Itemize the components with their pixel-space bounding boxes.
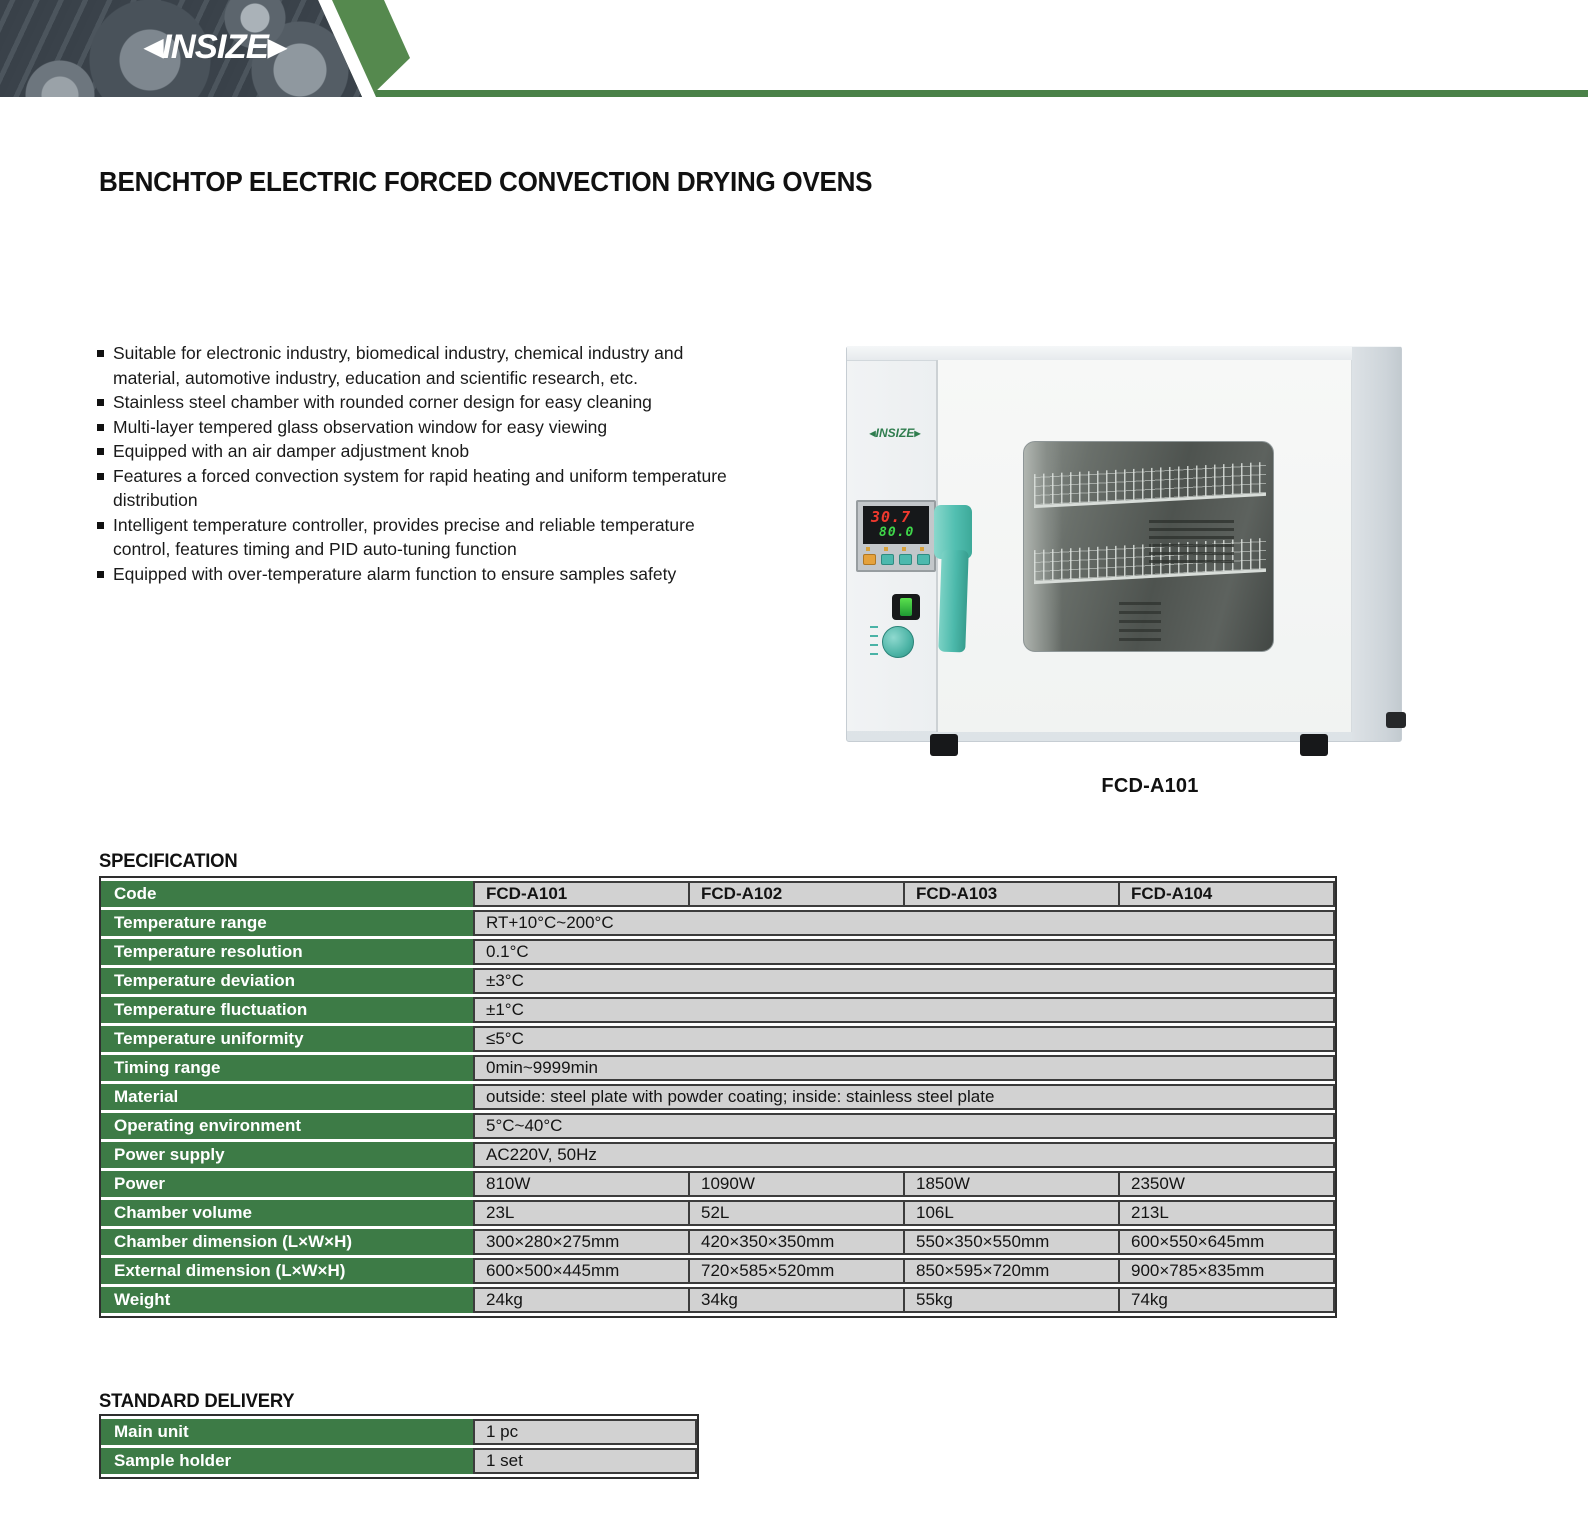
features-list <box>97 341 737 586</box>
spec-label-cell: Power <box>101 1171 475 1197</box>
spec-row <box>101 968 1335 994</box>
delivery-value-cell: 1 set <box>475 1448 697 1474</box>
controller-buttons <box>863 554 931 566</box>
controller-display <box>863 506 929 544</box>
spec-row <box>101 1287 1335 1313</box>
feature-item: Features a forced convection system for rapid heating and uniform temperature distribution <box>97 464 737 513</box>
spec-value-cell: 900×785×835mm <box>1120 1258 1335 1284</box>
logo-left-arrow-icon: ◀ <box>144 34 163 61</box>
chamber-vents-bottom <box>1119 602 1161 647</box>
spec-row <box>101 1055 1335 1081</box>
spec-value-cell: ±1°C <box>475 997 1335 1023</box>
spec-value-cell: 720×585×520mm <box>690 1258 905 1284</box>
spec-row <box>101 1200 1335 1226</box>
spec-row <box>101 910 1335 936</box>
spec-value-cell: RT+10°C~200°C <box>475 910 1335 936</box>
air-damper-knob <box>882 626 914 658</box>
spec-value-cell: 600×500×445mm <box>475 1258 690 1284</box>
spec-label-cell: Power supply <box>101 1142 475 1168</box>
down-button <box>899 554 912 565</box>
feature-item: Equipped with over-temperature alarm function to ensure samples safety <box>97 562 737 587</box>
spec-value-cell: outside: steel plate with powder coating; inside: stainless steel plate <box>475 1084 1335 1110</box>
shift-button <box>881 554 894 565</box>
wire-shelf-upper <box>1034 462 1266 508</box>
spec-row <box>101 997 1335 1023</box>
oven-logo-left-arrow-icon: ◀ <box>869 429 876 438</box>
delivery-value-cell: 1 pc <box>475 1419 697 1445</box>
spec-label-cell: External dimension (L×W×H) <box>101 1258 475 1284</box>
spec-value-cell: 810W <box>475 1171 690 1197</box>
standard-delivery-heading: STANDARD DELIVERY <box>99 1391 295 1412</box>
spec-label-cell: Weight <box>101 1287 475 1313</box>
feature-item: Stainless steel chamber with rounded corner design for easy cleaning <box>97 390 737 415</box>
spec-row <box>101 1084 1335 1110</box>
power-switch <box>892 594 920 620</box>
spec-value-cell: 0min~9999min <box>475 1055 1335 1081</box>
spec-value-cell: 5°C~40°C <box>475 1113 1335 1139</box>
set-button <box>863 554 876 565</box>
feature-item: Equipped with an air damper adjustment knob <box>97 439 737 464</box>
spec-value-cell: 550×350×550mm <box>905 1229 1120 1255</box>
spec-value-cell: 0.1°C <box>475 939 1335 965</box>
spec-label-cell: Temperature range <box>101 910 475 936</box>
product-image <box>830 330 1440 770</box>
oven-foot-back <box>1386 712 1406 728</box>
spec-label-cell: Chamber volume <box>101 1200 475 1226</box>
oven-brand-name: INSIZE <box>875 426 915 440</box>
feature-item: Intelligent temperature controller, provides precise and reliable temperature control, features timing and PID auto-tuning function <box>97 513 737 562</box>
spec-label-cell: Operating environment <box>101 1113 475 1139</box>
door-handle-stem <box>938 550 969 653</box>
spec-label-cell: Code <box>101 881 475 907</box>
spec-value-cell: 600×550×645mm <box>1120 1229 1335 1255</box>
spec-row <box>101 1229 1335 1255</box>
spec-row <box>101 1171 1335 1197</box>
oven-foot-left <box>930 734 958 756</box>
spec-value-cell: 74kg <box>1120 1287 1335 1313</box>
spec-label-cell: Chamber dimension (L×W×H) <box>101 1229 475 1255</box>
spec-value-cell: ±3°C <box>475 968 1335 994</box>
page-header <box>0 0 1588 100</box>
spec-value-cell: 55kg <box>905 1287 1120 1313</box>
spec-value-cell: 52L <box>690 1200 905 1226</box>
spec-value-cell: 300×280×275mm <box>475 1229 690 1255</box>
spec-value-cell: 23L <box>475 1200 690 1226</box>
spec-value-cell: FCD-A101 <box>475 881 690 907</box>
header-green-rule <box>340 90 1588 97</box>
spec-label-cell: Timing range <box>101 1055 475 1081</box>
specification-heading: SPECIFICATION <box>99 851 238 872</box>
spec-label-cell: Temperature fluctuation <box>101 997 475 1023</box>
page-title: BENCHTOP ELECTRIC FORCED CONVECTION DRYING OVENS <box>99 166 873 197</box>
specification-table <box>101 878 1335 1316</box>
spec-label-cell: Temperature uniformity <box>101 1026 475 1052</box>
delivery-label-cell: Sample holder <box>101 1448 475 1474</box>
oven-foot-right <box>1300 734 1328 756</box>
spec-value-cell: 24kg <box>475 1287 690 1313</box>
oven-logo-right-arrow-icon: ▶ <box>914 429 921 438</box>
spec-value-cell: 1850W <box>905 1171 1120 1197</box>
insize-logo <box>93 28 338 67</box>
spec-value-cell: FCD-A104 <box>1120 881 1335 907</box>
up-button <box>917 554 930 565</box>
observation-window <box>1023 441 1274 652</box>
spec-row <box>101 1258 1335 1284</box>
spec-value-cell: 213L <box>1120 1200 1335 1226</box>
spec-value-cell: FCD-A102 <box>690 881 905 907</box>
spec-value-cell: ≤5°C <box>475 1026 1335 1052</box>
feature-item: Suitable for electronic industry, biomedical industry, chemical industry and material, automotive industry, education and scientific research, etc. <box>97 341 737 390</box>
spec-value-cell: 850×595×720mm <box>905 1258 1120 1284</box>
controller-indicator-leds <box>866 547 926 551</box>
spec-value-cell: FCD-A103 <box>905 881 1120 907</box>
spec-row <box>101 939 1335 965</box>
temperature-controller <box>856 500 936 572</box>
brand-name: INSIZE <box>162 28 268 66</box>
specification-table-wrapper <box>99 876 1337 1318</box>
delivery-row <box>101 1419 697 1445</box>
oven-brand-logo <box>860 426 930 440</box>
oven-right-side <box>1352 347 1401 741</box>
oven-top-edge <box>847 346 1401 361</box>
spec-value-cell: 420×350×350mm <box>690 1229 905 1255</box>
product-caption: FCD-A101 <box>1101 775 1199 797</box>
delivery-row <box>101 1448 697 1474</box>
damper-scale-marks <box>870 626 878 658</box>
spec-value-cell: 1090W <box>690 1171 905 1197</box>
spec-label-cell: Temperature resolution <box>101 939 475 965</box>
delivery-label-cell: Main unit <box>101 1419 475 1445</box>
spec-value-cell: 34kg <box>690 1287 905 1313</box>
standard-delivery-table <box>101 1416 697 1477</box>
spec-label-cell: Material <box>101 1084 475 1110</box>
spec-row <box>101 881 1335 907</box>
spec-row <box>101 1142 1335 1168</box>
spec-label-cell: Temperature deviation <box>101 968 475 994</box>
chamber-vents-middle <box>1149 520 1234 568</box>
spec-row <box>101 1026 1335 1052</box>
process-value-display: 30.7 <box>871 508 912 526</box>
logo-right-arrow-icon: ▶ <box>267 34 286 61</box>
spec-row <box>101 1113 1335 1139</box>
standard-delivery-table-wrapper <box>99 1414 699 1479</box>
set-value-display: 80.0 <box>879 525 915 540</box>
spec-value-cell: AC220V, 50Hz <box>475 1142 1335 1168</box>
spec-value-cell: 2350W <box>1120 1171 1335 1197</box>
spec-value-cell: 106L <box>905 1200 1120 1226</box>
feature-item: Multi-layer tempered glass observation window for easy viewing <box>97 415 737 440</box>
